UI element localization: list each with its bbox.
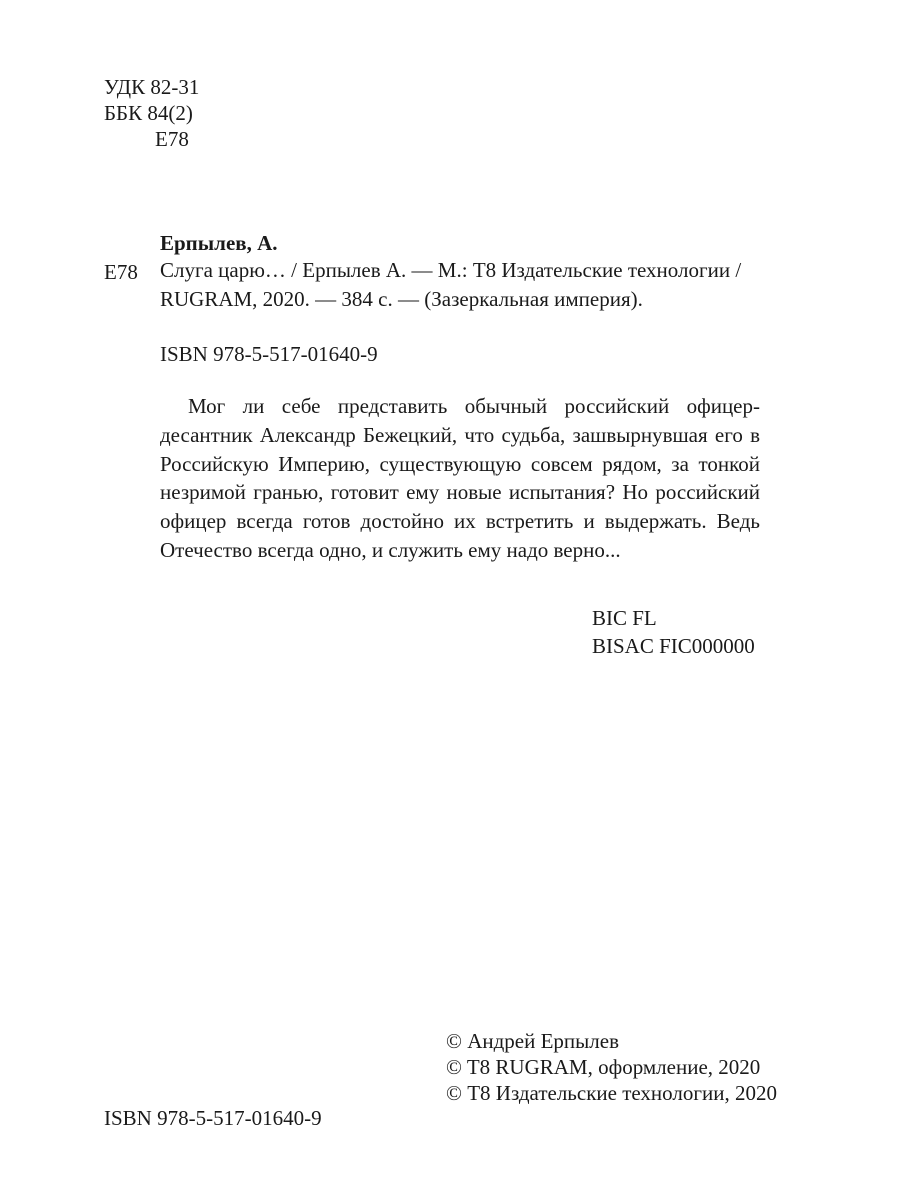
copyright-design: © T8 RUGRAM, оформление, 2020 bbox=[446, 1055, 761, 1079]
bbk-code: ББК 84(2) bbox=[104, 101, 193, 125]
copyright-publisher: © Т8 Издательские технологии, 2020 bbox=[446, 1081, 777, 1105]
biblio-description-line-1: Слуга царю… / Ерпылев А. — М.: Т8 Издательские технологии / bbox=[160, 258, 742, 282]
biblio-description-line-2: RUGRAM, 2020. — 384 с. — (Зазеркальная империя). bbox=[160, 287, 643, 311]
biblio-author-mark: Е78 bbox=[104, 260, 138, 284]
annotation-text: Мог ли себе представить обычный российский офицер-десантник Александр Бежецкий, что судьба, зашвырнувшая его в Российскую Империю, существующую совсем рядом, за тонкой незримой гранью, готовит ему новые испытания? Но российский офицер всегда готов достойно их встретить и выдержать. Ведь Отечество всегда одно, и служить ему надо верно... bbox=[160, 394, 760, 562]
bisac-code: BISAC FIC000000 bbox=[592, 634, 755, 658]
classification-block bbox=[104, 74, 199, 152]
footer-isbn: ISBN 978-5-517-01640-9 bbox=[104, 1106, 322, 1130]
copyright-block bbox=[446, 1028, 777, 1106]
bic-code: BIC FL bbox=[592, 606, 657, 630]
subject-codes bbox=[592, 604, 755, 660]
udk-code: УДК 82-31 bbox=[104, 75, 200, 99]
biblio-isbn: ISBN 978-5-517-01640-9 bbox=[160, 342, 378, 366]
author-name: Ерпылев, А. bbox=[160, 231, 278, 255]
author-mark: Е78 bbox=[155, 127, 189, 151]
copyright-author: © Андрей Ерпылев bbox=[446, 1029, 619, 1053]
